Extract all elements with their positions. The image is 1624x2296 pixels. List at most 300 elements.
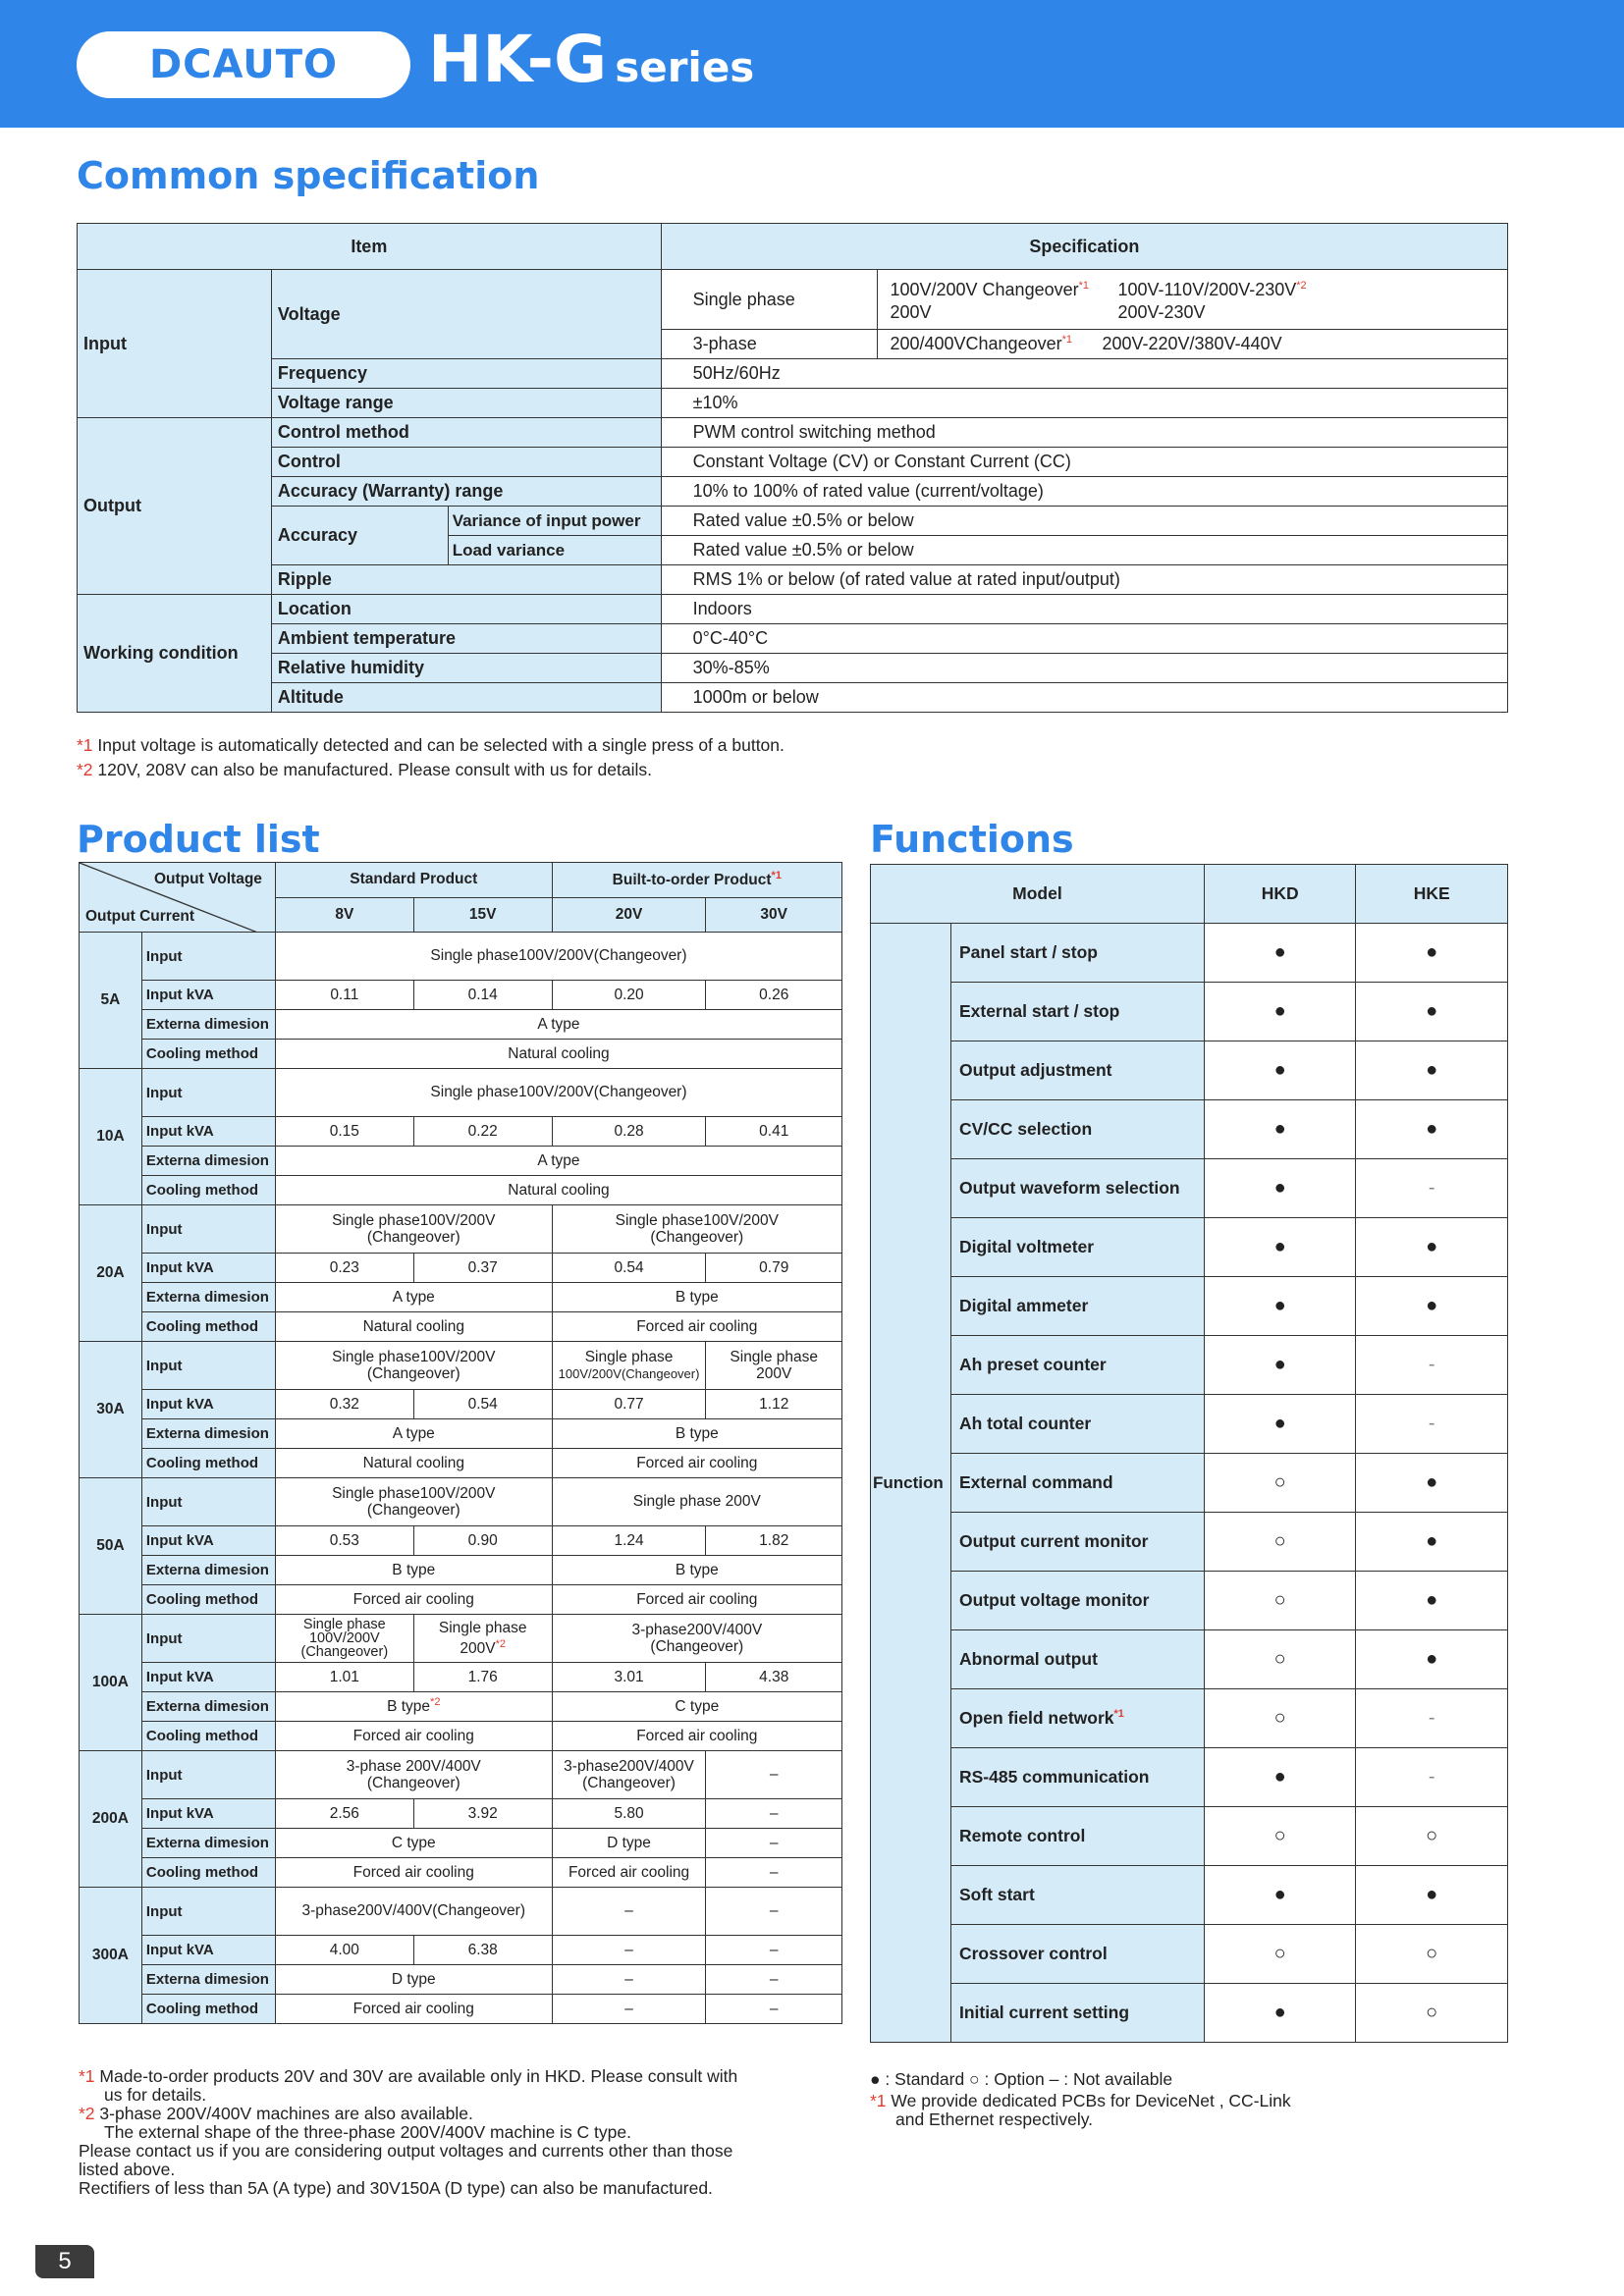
page-number: 5 (35, 2245, 94, 2278)
function-hke-mark: ● (1356, 983, 1508, 1041)
header-bar (0, 0, 1624, 128)
cell-50a-input-std (275, 1478, 552, 1526)
function-row (871, 1218, 1508, 1277)
sp-a1: 100V/200V Changeover (890, 280, 1079, 299)
function-hke-mark: ● (1356, 1218, 1508, 1277)
cell-50a-kva-15v: 0.90 (413, 1526, 552, 1556)
function-hke-mark: - (1356, 1159, 1508, 1218)
row-input-label: Input (141, 933, 275, 981)
cell-100a-ext-bto: C type (552, 1692, 841, 1722)
spec-accuracy-label: Accuracy (271, 507, 448, 565)
cell-100a-input-bto-l2: (Changeover) (650, 1638, 744, 1655)
row-ext-label: Externa dimesion (141, 1556, 275, 1585)
function-hke-mark: - (1356, 1748, 1508, 1807)
product-note-6: Rectifiers of less than 5A (A type) and 30V150A (D type) can also be manufactured. (79, 2178, 713, 2198)
cell-10a-kva-30v: 0.41 (706, 1117, 842, 1147)
cell-10a-kva-8v: 0.15 (275, 1117, 413, 1147)
cell-30a-kva-15v: 0.54 (413, 1390, 552, 1419)
cell-30a-input-std-l2: (Changeover) (366, 1365, 460, 1382)
voltage-20v: 20V (552, 897, 706, 933)
voltage-30v: 30V (706, 897, 842, 933)
function-name-text: RS-485 communication (958, 1767, 1150, 1787)
current-20a: 20A (80, 1205, 142, 1342)
spec-acc-range-label: Accuracy (Warranty) range (271, 477, 661, 507)
function-name-text: CV/CC selection (958, 1119, 1093, 1139)
sp-a2: 200V (890, 302, 932, 322)
built-mark: *1 (771, 870, 782, 882)
function-name-text: Ah total counter (958, 1414, 1092, 1433)
function-hke-mark: ○ (1356, 1925, 1508, 1984)
cell-300a-kva-20v: – (552, 1936, 706, 1965)
common-spec-title: Common specification (77, 154, 540, 197)
cell-200a-input-std-l1: 3-phase 200V/400V (346, 1758, 481, 1775)
function-name (950, 1454, 1204, 1513)
cell-50a-cool-bto: Forced air cooling (552, 1585, 841, 1615)
function-row (871, 1336, 1508, 1395)
row-input-label: Input (141, 1069, 275, 1117)
cell-200a-input-20v-l2: (Changeover) (582, 1775, 676, 1791)
product-note-2-mark: *2 (79, 2104, 95, 2123)
spec-note-1-mark: *1 (77, 735, 93, 755)
voltage-15v: 15V (413, 897, 552, 933)
cell-50a-input-bto: Single phase 200V (552, 1478, 841, 1526)
cell-5a-input: Single phase100V/200V(Changeover) (275, 933, 841, 981)
product-notes (79, 2067, 844, 2198)
row-input-label: Input (141, 1342, 275, 1390)
cell-50a-ext-std: B type (275, 1556, 552, 1585)
current-100a: 100A (80, 1615, 142, 1751)
cell-300a-input-std: 3-phase200V/400V(Changeover) (275, 1888, 552, 1936)
spec-notes (77, 736, 785, 779)
function-name-text: Abnormal output (958, 1649, 1098, 1669)
spec-single-phase-values (878, 270, 1508, 330)
function-name (950, 1277, 1204, 1336)
cell-200a-input-20v (552, 1751, 706, 1799)
functions-note-1-mark: *1 (870, 2091, 887, 2110)
functions-title: Functions (870, 818, 1074, 861)
spec-head-item: Item (78, 224, 662, 270)
row-input-label: Input (141, 1205, 275, 1254)
cell-200a-ext-30v: – (706, 1829, 842, 1858)
cell-30a-cool-std: Natural cooling (275, 1449, 552, 1478)
cell-20a-kva-8v: 0.23 (275, 1254, 413, 1283)
cell-50a-kva-20v: 1.24 (552, 1526, 706, 1556)
function-hkd-mark: ● (1204, 1277, 1356, 1336)
spec-three-phase: 3-phase (661, 330, 878, 359)
function-row (871, 924, 1508, 983)
product-note-1-mark: *1 (79, 2066, 95, 2086)
cell-20a-kva-30v: 0.79 (706, 1254, 842, 1283)
built-label: Built-to-order Product (612, 872, 772, 889)
function-hke-mark: ○ (1356, 1807, 1508, 1866)
function-hkd-mark: ○ (1204, 1513, 1356, 1572)
cell-100a-ext-std-text: B type (387, 1698, 431, 1716)
row-cool-label: Cooling method (141, 1858, 275, 1888)
cell-30a-input-20v-l2: 100V/200V(Changeover) (558, 1366, 700, 1381)
function-hke-mark: - (1356, 1336, 1508, 1395)
function-row (871, 1041, 1508, 1100)
function-row (871, 1100, 1508, 1159)
spec-voltage-label: Voltage (271, 270, 661, 359)
function-row (871, 1807, 1508, 1866)
product-list-title: Product list (77, 818, 320, 861)
function-row (871, 1159, 1508, 1218)
product-built-head (552, 863, 841, 898)
row-ext-label: Externa dimesion (141, 1965, 275, 1995)
function-name-text: Open field network (958, 1708, 1114, 1728)
row-kva-label: Input kVA (141, 981, 275, 1010)
cell-300a-cool-30v: – (706, 1995, 842, 2024)
spec-note-2-text: 120V, 208V can also be manufactured. Please consult with us for details. (97, 760, 652, 779)
current-5a: 5A (80, 933, 142, 1069)
corner-output-voltage: Output Voltage (154, 871, 262, 887)
cell-50a-kva-8v: 0.53 (275, 1526, 413, 1556)
model-name: HK-G (428, 22, 608, 97)
row-ext-label: Externa dimesion (141, 1692, 275, 1722)
cell-30a-input-20v (552, 1342, 706, 1390)
function-name-text: Output waveform selection (958, 1178, 1180, 1198)
function-hkd-mark: ○ (1204, 1925, 1356, 1984)
cell-300a-ext-30v: – (706, 1965, 842, 1995)
cell-30a-cool-bto: Forced air cooling (552, 1449, 841, 1478)
function-row (871, 1454, 1508, 1513)
cell-300a-cool-std: Forced air cooling (275, 1995, 552, 2024)
function-name-mark: *1 (1113, 1708, 1124, 1721)
cell-300a-input-20v: – (552, 1888, 706, 1936)
tp-a: 200/400VChangeover (890, 334, 1062, 353)
function-name-text: Initial current setting (958, 2002, 1130, 2022)
row-ext-label: Externa dimesion (141, 1010, 275, 1040)
spec-control-method-value: PWM control switching method (661, 418, 1507, 448)
function-hkd-mark: ○ (1204, 1454, 1356, 1513)
function-hkd-mark: ○ (1204, 1572, 1356, 1630)
brand-logo: DCAUTO (77, 31, 410, 98)
cell-5a-kva-20v: 0.20 (552, 981, 706, 1010)
function-row (871, 1277, 1508, 1336)
function-name-text: External command (958, 1472, 1113, 1492)
tp-a-mark: *1 (1061, 334, 1072, 346)
spec-vrange-label: Voltage range (271, 389, 661, 418)
function-name-text: Output adjustment (958, 1060, 1112, 1080)
cell-50a-kva-30v: 1.82 (706, 1526, 842, 1556)
series-title (428, 22, 754, 97)
function-hke-mark: ● (1356, 1630, 1508, 1689)
function-name-text: Output voltage monitor (958, 1590, 1150, 1610)
row-cool-label: Cooling method (141, 1449, 275, 1478)
cell-100a-ext-std (275, 1692, 552, 1722)
cell-100a-kva-15v: 1.76 (413, 1663, 552, 1692)
row-ext-label: Externa dimesion (141, 1419, 275, 1449)
cell-200a-cool-std: Forced air cooling (275, 1858, 552, 1888)
cell-20a-input-bto (552, 1205, 841, 1254)
cell-100a-input-8v-l1: Single phase (302, 1617, 386, 1632)
function-hkd-mark: ● (1204, 983, 1356, 1041)
cell-5a-cool: Natural cooling (275, 1040, 841, 1069)
product-note-3: The external shape of the three-phase 200V/400V machine is C type. (104, 2122, 631, 2142)
function-name (950, 1748, 1204, 1807)
cell-300a-cool-20v: – (552, 1995, 706, 2024)
cell-20a-ext-bto: B type (552, 1283, 841, 1312)
cell-5a-kva-30v: 0.26 (706, 981, 842, 1010)
spec-location-value: Indoors (661, 595, 1507, 624)
corner-output-current: Output Current (85, 908, 195, 925)
sp-b1: 100V-110V/200V-230V (1117, 280, 1297, 299)
cell-200a-kva-30v: – (706, 1799, 842, 1829)
current-50a: 50A (80, 1478, 142, 1615)
function-name (950, 1630, 1204, 1689)
spec-group-input: Input (78, 270, 272, 418)
spec-note-2-mark: *2 (77, 760, 93, 779)
cell-100a-input-8v-l3: (Changeover) (300, 1644, 389, 1660)
function-name (950, 1572, 1204, 1630)
row-input-label: Input (141, 1751, 275, 1799)
spec-control-label: Control (271, 448, 661, 477)
row-input-label: Input (141, 1615, 275, 1663)
cell-20a-input-std-l2: (Changeover) (366, 1229, 460, 1246)
cell-200a-input-std-l2: (Changeover) (366, 1775, 460, 1791)
function-hkd-mark: ● (1204, 1866, 1356, 1925)
function-hke-mark: - (1356, 1395, 1508, 1454)
function-name-text: Ah preset counter (958, 1355, 1107, 1374)
spec-humidity-label: Relative humidity (271, 654, 661, 683)
row-cool-label: Cooling method (141, 1722, 275, 1751)
function-row (871, 1866, 1508, 1925)
func-head-hkd: HKD (1204, 865, 1356, 924)
function-name (950, 1925, 1204, 1984)
cell-300a-kva-8v: 4.00 (275, 1936, 413, 1965)
function-name-text: External start / stop (958, 1001, 1120, 1021)
cell-100a-input-15v-mark: *2 (495, 1637, 506, 1650)
cell-30a-kva-30v: 1.12 (706, 1390, 842, 1419)
product-note-1-text: Made-to-order products 20V and 30V are available only in HKD. Please consult with (99, 2066, 738, 2086)
function-row (871, 1748, 1508, 1807)
cell-10a-kva-15v: 0.22 (413, 1117, 552, 1147)
cell-50a-input-std-l2: (Changeover) (366, 1502, 460, 1519)
spec-load-var-value: Rated value ±0.5% or below (661, 536, 1507, 565)
row-cool-label: Cooling method (141, 1995, 275, 2024)
function-hkd-mark: ● (1204, 1395, 1356, 1454)
spec-ambient-label: Ambient temperature (271, 624, 661, 654)
spec-single-phase: Single phase (661, 270, 878, 330)
function-hke-mark: ● (1356, 1866, 1508, 1925)
cell-5a-ext: A type (275, 1010, 841, 1040)
function-name-text: Digital voltmeter (958, 1237, 1095, 1256)
spec-group-working: Working condition (78, 595, 272, 713)
spec-altitude-value: 1000m or below (661, 683, 1507, 713)
function-row (871, 983, 1508, 1041)
function-name (950, 1218, 1204, 1277)
cell-200a-ext-std: C type (275, 1829, 552, 1858)
sp-a1-mark: *1 (1078, 280, 1090, 292)
spec-control-method-label: Control method (271, 418, 661, 448)
cell-20a-input-std-l1: Single phase100V/200V (332, 1212, 496, 1229)
function-name-text: Remote control (958, 1826, 1086, 1845)
row-ext-label: Externa dimesion (141, 1283, 275, 1312)
tp-b: 200V-220V/380V-440V (1102, 334, 1282, 353)
cell-200a-input-20v-l1: 3-phase200V/400V (564, 1758, 694, 1775)
cell-100a-kva-30v: 4.38 (706, 1663, 842, 1692)
function-hke-mark: ● (1356, 1100, 1508, 1159)
function-group-label: Function (871, 924, 951, 2043)
cell-20a-cool-std: Natural cooling (275, 1312, 552, 1342)
function-name (950, 1336, 1204, 1395)
spec-frequency-label: Frequency (271, 359, 661, 389)
cell-20a-cool-bto: Forced air cooling (552, 1312, 841, 1342)
product-table (79, 862, 842, 2024)
row-cool-label: Cooling method (141, 1176, 275, 1205)
func-head-model: Model (871, 865, 1205, 924)
cell-5a-kva-8v: 0.11 (275, 981, 413, 1010)
product-corner-cell (80, 863, 276, 933)
cell-200a-input-std (275, 1751, 552, 1799)
product-note-2-text: 3-phase 200V/400V machines are also available. (99, 2104, 473, 2123)
product-standard-head: Standard Product (275, 863, 552, 898)
function-name (950, 1866, 1204, 1925)
cell-30a-kva-20v: 0.77 (552, 1390, 706, 1419)
function-hkd-mark: ● (1204, 1159, 1356, 1218)
function-hke-mark: - (1356, 1689, 1508, 1748)
cell-200a-kva-20v: 5.80 (552, 1799, 706, 1829)
function-hkd-mark: ● (1204, 1100, 1356, 1159)
row-input-label: Input (141, 1478, 275, 1526)
cell-20a-ext-std: A type (275, 1283, 552, 1312)
product-note-1b: us for details. (104, 2085, 207, 2105)
current-30a: 30A (80, 1342, 142, 1478)
spec-humidity-value: 30%-85% (661, 654, 1507, 683)
cell-300a-kva-30v: – (706, 1936, 842, 1965)
spec-table (77, 223, 1508, 713)
function-hkd-mark: ● (1204, 1984, 1356, 2043)
cell-30a-input-20v-l1: Single phase (584, 1349, 674, 1365)
spec-group-output: Output (78, 418, 272, 595)
function-row (871, 1513, 1508, 1572)
function-name-text: Digital ammeter (958, 1296, 1089, 1315)
cell-10a-input: Single phase100V/200V(Changeover) (275, 1069, 841, 1117)
row-kva-label: Input kVA (141, 1799, 275, 1829)
function-row (871, 1630, 1508, 1689)
function-hke-mark: ● (1356, 1513, 1508, 1572)
function-row (871, 1395, 1508, 1454)
function-row (871, 1689, 1508, 1748)
cell-200a-cool-20v: Forced air cooling (552, 1858, 706, 1888)
row-kva-label: Input kVA (141, 1526, 275, 1556)
function-hke-mark: ● (1356, 1454, 1508, 1513)
spec-ambient-value: 0°C-40°C (661, 624, 1507, 654)
function-name (950, 1395, 1204, 1454)
cell-100a-input-8v (275, 1615, 413, 1663)
function-hkd-mark: ● (1204, 1748, 1356, 1807)
cell-10a-kva-20v: 0.28 (552, 1117, 706, 1147)
cell-200a-input-30v: – (706, 1751, 842, 1799)
function-name-text: Soft start (958, 1885, 1035, 1904)
cell-300a-input-30v: – (706, 1888, 842, 1936)
row-input-label: Input (141, 1888, 275, 1936)
row-ext-label: Externa dimesion (141, 1829, 275, 1858)
spec-head-spec: Specification (661, 224, 1507, 270)
function-name (950, 983, 1204, 1041)
product-note-1 (79, 2067, 844, 2086)
function-row (871, 1925, 1508, 1984)
sp-b2: 200V-230V (1117, 302, 1206, 322)
cell-30a-input-30v (706, 1342, 842, 1390)
cell-200a-kva-15v: 3.92 (413, 1799, 552, 1829)
function-hke-mark: ● (1356, 1277, 1508, 1336)
function-name (950, 1807, 1204, 1866)
row-kva-label: Input kVA (141, 1936, 275, 1965)
function-hkd-mark: ● (1204, 1218, 1356, 1277)
sp-b1-mark: *2 (1296, 280, 1307, 292)
cell-100a-kva-20v: 3.01 (552, 1663, 706, 1692)
cell-100a-kva-8v: 1.01 (275, 1663, 413, 1692)
functions-note-1b: and Ethernet respectively. (895, 2109, 1094, 2129)
product-note-2 (79, 2105, 844, 2123)
product-note-5: listed above. (79, 2160, 176, 2179)
spec-location-label: Location (271, 595, 661, 624)
cell-20a-input-bto-l2: (Changeover) (650, 1229, 744, 1246)
function-name (950, 1100, 1204, 1159)
cell-50a-ext-bto: B type (552, 1556, 841, 1585)
cell-100a-input-bto (552, 1615, 841, 1663)
cell-30a-ext-std: A type (275, 1419, 552, 1449)
cell-200a-cool-30v: – (706, 1858, 842, 1888)
func-head-hke: HKE (1356, 865, 1508, 924)
function-name (950, 1159, 1204, 1218)
function-hkd-mark: ○ (1204, 1807, 1356, 1866)
cell-20a-input-std (275, 1205, 552, 1254)
cell-10a-cool: Natural cooling (275, 1176, 841, 1205)
cell-30a-ext-bto: B type (552, 1419, 841, 1449)
cell-300a-ext-std: D type (275, 1965, 552, 1995)
spec-frequency-value: 50Hz/60Hz (661, 359, 1507, 389)
row-kva-label: Input kVA (141, 1390, 275, 1419)
function-hkd-mark: ● (1204, 1336, 1356, 1395)
cell-30a-input-std-l1: Single phase100V/200V (332, 1349, 496, 1365)
cell-100a-input-8v-l2: 100V/200V (308, 1630, 380, 1646)
row-cool-label: Cooling method (141, 1040, 275, 1069)
cell-20a-input-bto-l1: Single phase100V/200V (615, 1212, 779, 1229)
cell-50a-cool-std: Forced air cooling (275, 1585, 552, 1615)
spec-note-2 (77, 761, 785, 779)
functions-body (871, 924, 1508, 2043)
spec-var-input-value: Rated value ±0.5% or below (661, 507, 1507, 536)
series-word: series (615, 43, 755, 91)
cell-100a-input-15v-l2: 200V (460, 1640, 496, 1658)
cell-30a-kva-8v: 0.32 (275, 1390, 413, 1419)
function-hke-mark: ● (1356, 1041, 1508, 1100)
function-name-text: Panel start / stop (958, 942, 1098, 962)
cell-300a-kva-15v: 6.38 (413, 1936, 552, 1965)
cell-100a-input-15v-l1: Single phase (438, 1619, 527, 1636)
current-200a: 200A (80, 1751, 142, 1888)
function-name-text: Crossover control (958, 1944, 1108, 1963)
functions-legend: ● : Standard ○ : Option – : Not available (870, 2069, 1173, 2089)
function-name (950, 1984, 1204, 2043)
spec-ripple-value: RMS 1% or below (of rated value at rated input/output) (661, 565, 1507, 595)
spec-control-value: Constant Voltage (CV) or Constant Current (CC) (661, 448, 1507, 477)
functions-note-1 (870, 2092, 1291, 2110)
cell-20a-kva-15v: 0.37 (413, 1254, 552, 1283)
function-row (871, 1572, 1508, 1630)
function-row (871, 1984, 1508, 2043)
cell-30a-input-std (275, 1342, 552, 1390)
spec-altitude-label: Altitude (271, 683, 661, 713)
function-name (950, 1513, 1204, 1572)
cell-100a-input-bto-l1: 3-phase200V/400V (631, 1622, 763, 1638)
row-cool-label: Cooling method (141, 1312, 275, 1342)
row-kva-label: Input kVA (141, 1117, 275, 1147)
function-hkd-mark: ● (1204, 924, 1356, 983)
function-hke-mark: ○ (1356, 1984, 1508, 2043)
